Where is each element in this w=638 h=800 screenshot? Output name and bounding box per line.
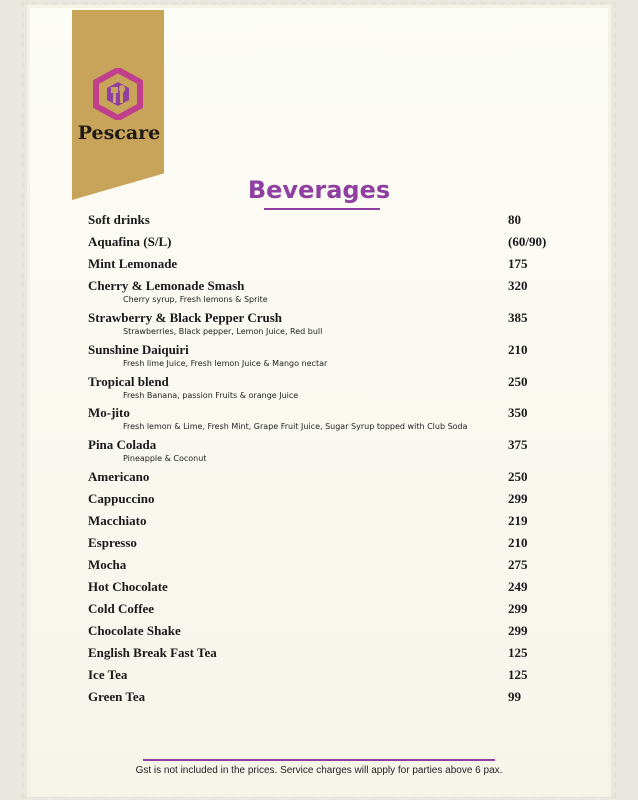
menu-item-description: Cherry syrup, Fresh lemons & Sprite — [123, 295, 268, 304]
menu-item-price: 175 — [508, 256, 528, 271]
menu-item-price: 210 — [508, 535, 528, 550]
menu-item-price: 299 — [508, 601, 528, 616]
menu-item-price: 125 — [508, 667, 528, 682]
menu-item-price: 99 — [508, 689, 521, 704]
menu-item-description: Fresh lemon & Lime, Fresh Mint, Grape Fruit Juice, Sugar Syrup topped with Club Soda — [123, 422, 468, 431]
menu-item-name: Cold Coffee — [88, 601, 155, 616]
menu-item-name: Cherry & Lemonade Smash — [88, 278, 245, 293]
menu-item-price: 219 — [508, 513, 528, 528]
menu-item-description: Strawberries, Black pepper, Lemon Juice, Red bull — [123, 327, 323, 336]
footer-note: Gst is not included in the prices. Service charges will apply for parties above 6 pax. — [135, 765, 503, 776]
menu-item-price: 80 — [508, 212, 521, 227]
menu-item-price: 350 — [508, 405, 528, 420]
menu-item-name: Soft drinks — [88, 212, 150, 227]
menu-item-price: 275 — [508, 557, 528, 572]
footer-divider — [143, 759, 495, 761]
menu-item-price: 249 — [508, 579, 528, 594]
menu-item-price: 210 — [508, 342, 528, 357]
menu-item-description: Fresh lime Juice, Fresh lemon Juice & Mango nectar — [123, 359, 328, 368]
menu-item-name: Sunshine Daiquiri — [88, 342, 189, 357]
menu-item-name: Strawberry & Black Pepper Crush — [88, 310, 283, 325]
menu-item-name: Mocha — [88, 557, 127, 572]
brand-name: Pescare — [77, 122, 161, 144]
menu-item-name: Americano — [88, 469, 150, 484]
menu-item-name: English Break Fast Tea — [88, 645, 217, 660]
menu-item-name: Green Tea — [88, 689, 146, 704]
menu-item-name: Mo-jito — [88, 405, 130, 420]
menu-item-name: Espresso — [88, 535, 137, 550]
menu-item-name: Chocolate Shake — [88, 623, 181, 638]
menu-item-name: Mint Lemonade — [88, 256, 178, 271]
menu-item-name: Tropical blend — [88, 374, 169, 389]
menu-item-name: Pina Colada — [88, 437, 157, 452]
menu-item-name: Ice Tea — [88, 667, 128, 682]
menu-item-price: 250 — [508, 374, 528, 389]
menu-item-description: Fresh Banana, passion Fruits & orange Juice — [123, 391, 299, 400]
menu-item-price: 299 — [508, 491, 528, 506]
menu-item-name: Hot Chocolate — [88, 579, 168, 594]
menu-item-price: 125 — [508, 645, 528, 660]
menu-item-price: 385 — [508, 310, 528, 325]
menu-item-price: (60/90) — [508, 234, 547, 249]
section-title: Beverages — [247, 176, 391, 204]
menu-item-name: Aquafina (S/L) — [88, 234, 172, 249]
menu-item-price: 375 — [508, 437, 528, 452]
menu-item-price: 320 — [508, 278, 528, 293]
menu-item-price: 250 — [508, 469, 528, 484]
menu-item-name: Cappuccino — [88, 491, 155, 506]
menu-item-name: Macchiato — [88, 513, 147, 528]
menu-item-description: Pineapple & Coconut — [123, 454, 207, 463]
menu-item-price: 299 — [508, 623, 528, 638]
